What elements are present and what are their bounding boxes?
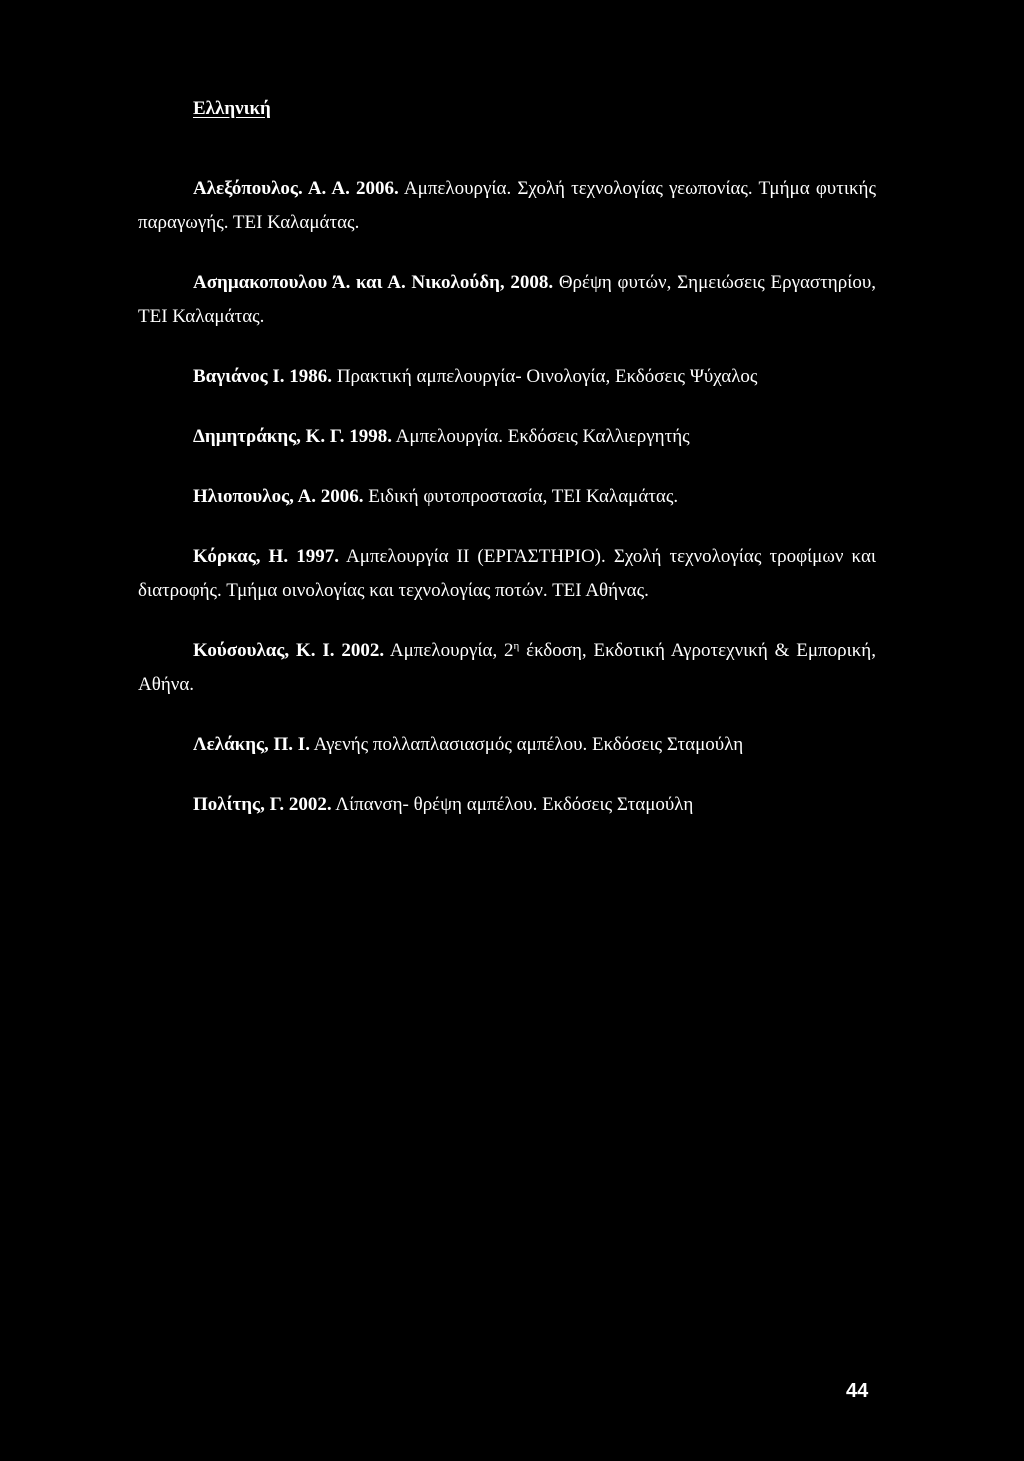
reference-item <box>138 480 876 514</box>
reference-author: Λελάκης, Π. Ι. <box>193 734 310 755</box>
reference-item <box>138 420 876 454</box>
reference-item <box>138 360 876 394</box>
reference-superscript: η <box>513 640 520 652</box>
reference-text: Αμπελουργία. Εκδόσεις Καλλιεργητής <box>391 426 690 447</box>
reference-text: Λίπανση- θρέψη αμπέλου. Εκδόσεις Σταμούλη <box>331 794 694 815</box>
reference-item <box>138 788 876 822</box>
reference-author: Αλεξόπουλος. Α. Α. 2006. <box>193 178 399 199</box>
reference-item <box>138 172 876 240</box>
reference-author: Δημητράκης, Κ. Γ. 1998. <box>193 426 392 447</box>
reference-text: Θρέψη φυτών, Σημειώσεις Εργαστηρίου, ΤΕΙ Καλαμάτας. <box>138 272 876 327</box>
reference-author: Πολίτης, Γ. 2002. <box>193 794 332 815</box>
reference-item <box>138 540 876 608</box>
reference-text: Αγενής πολλαπλασιασμός αμπέλου. Εκδόσεις Σταμούλη <box>309 734 744 755</box>
section-heading: Ελληνική <box>193 98 271 119</box>
reference-text: Αμπελουργία II (ΕΡΓΑΣΤΗΡΙΟ). Σχολή τεχνολογίας τροφίμων και διατροφής. Τμήμα οινολογίας και τεχνολογίας ποτών. ΤΕΙ Αθήνας. <box>138 546 877 601</box>
reference-item <box>138 634 876 702</box>
reference-author: Ηλιοπουλος, Α. 2006. <box>193 486 364 507</box>
reference-item <box>138 728 876 762</box>
reference-text-continued: έκδοση, Εκδοτική Αγροτεχνική & Εμπορική, Αθήνα. <box>138 640 876 695</box>
reference-item <box>138 266 876 334</box>
reference-author: Ασημακοπουλου Ά. και Α. Νικολούδη, 2008. <box>193 272 554 293</box>
page-number: 44 <box>846 1380 869 1402</box>
reference-text: Αμπελουργία. Σχολή τεχνολογίας γεωπονίας. Τμήμα φυτικής παραγωγής. ΤΕΙ Καλαμάτας. <box>138 178 876 233</box>
reference-author: Κόρκας, Η. 1997. <box>193 546 339 567</box>
reference-author: Βαγιάνος Ι. 1986. <box>193 366 333 387</box>
reference-author: Κούσουλας, Κ. Ι. 2002. <box>193 640 385 661</box>
reference-text: Πρακτική αμπελουργία- Οινολογία, Εκδόσεις Ψύχαλος <box>332 366 758 387</box>
reference-list <box>138 172 876 822</box>
reference-text: Αμπελουργία, 2 <box>384 640 514 661</box>
reference-text: Ειδική φυτοπροστασία, ΤΕΙ Καλαμάτας. <box>363 486 679 507</box>
